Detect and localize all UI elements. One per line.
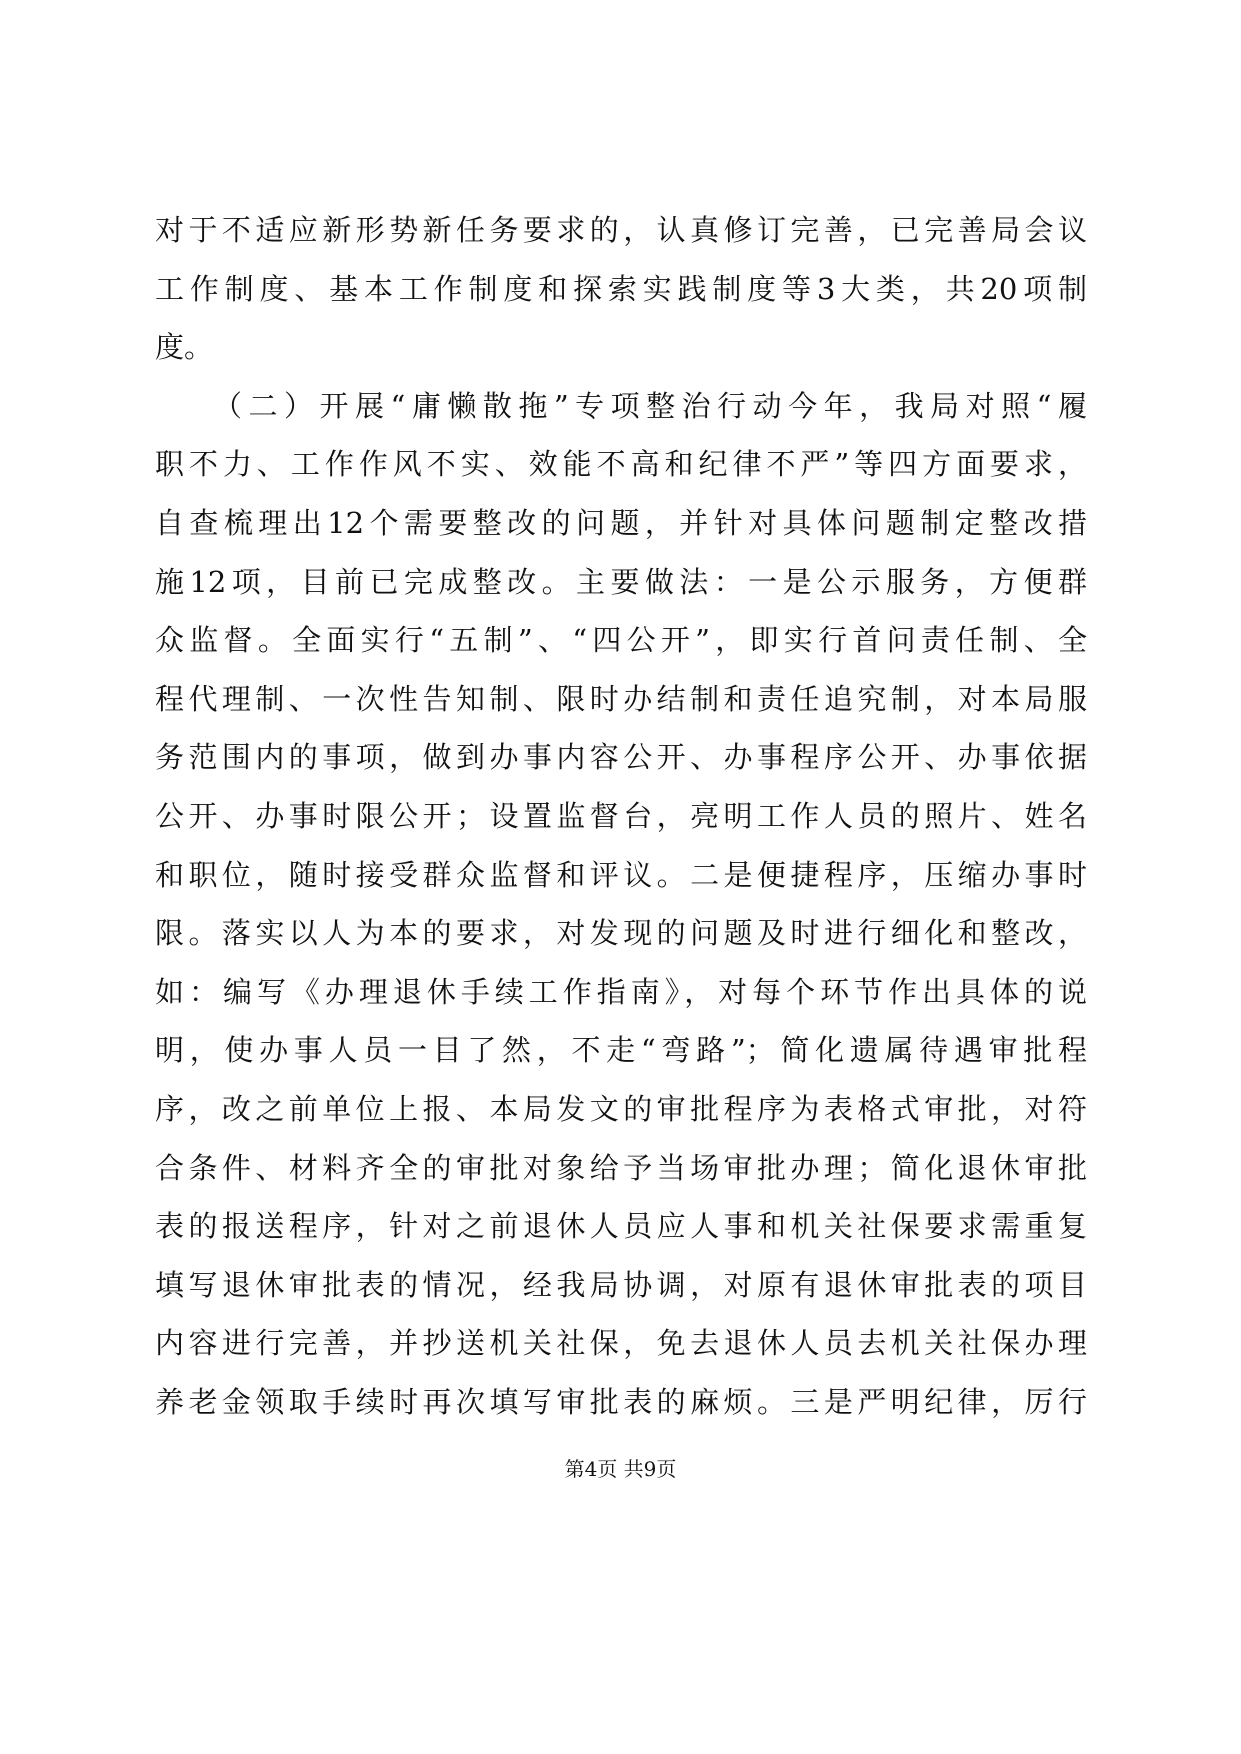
- text-line: 务范围内的事项，做到办事内容公开、办事程序公开、办事依据: [155, 740, 1087, 775]
- text-line: （二）开展“庸懒散拖”专项整治行动今年，我局对照“履: [213, 388, 1087, 423]
- text-line: 程代理制、一次性告知制、限时办结制和责任追究制，对本局服: [155, 681, 1087, 716]
- text-line: 职不力、工作作风不实、效能不高和纪律不严”等四方面要求，: [155, 447, 1087, 482]
- text-line: 表的报送程序，针对之前退休人员应人事和机关社保要求需重复: [155, 1209, 1087, 1244]
- text-line: 明，使办事人员一目了然，不走“弯路”；简化遗属待遇审批程: [155, 1033, 1087, 1068]
- text-line: 填写退休审批表的情况，经我局协调，对原有退休审批表的项目: [155, 1267, 1087, 1302]
- text-line: 自查梳理出12个需要整改的问题，并针对具体问题制定整改措: [155, 505, 1087, 540]
- text-line: 序，改之前单位上报、本局发文的审批程序为表格式审批，对符: [155, 1091, 1087, 1126]
- text-line: 内容进行完善，并抄送机关社保，免去退休人员去机关社保办理: [155, 1326, 1087, 1361]
- text-line: 养老金领取手续时再次填写审批表的麻烦。三是严明纪律，厉行: [155, 1384, 1087, 1419]
- text-line: 施12项，目前已完成整改。主要做法：一是公示服务，方便群: [155, 564, 1087, 599]
- text-line: 如：编写《办理退休手续工作指南》，对每个环节作出具体的说: [155, 974, 1087, 1009]
- text-line: 公开、办事时限公开；设置监督台，亮明工作人员的照片、姓名: [155, 798, 1087, 833]
- text-line: 合条件、材料齐全的审批对象给予当场审批办理；简化退休审批: [155, 1150, 1087, 1185]
- text-line: 限。落实以人为本的要求，对发现的问题及时进行细化和整改，: [155, 916, 1087, 951]
- text-line: 众监督。全面实行“五制”、“四公开”，即实行首问责任制、全: [155, 623, 1087, 658]
- text-line: 度。: [155, 330, 214, 365]
- text-line: 工作制度、基本工作制度和探索实践制度等3大类，共20项制: [155, 271, 1087, 306]
- text-line: 和职位，随时接受群众监督和评议。二是便捷程序，压缩办事时: [155, 857, 1087, 892]
- text-line: 对于不适应新形势新任务要求的，认真修订完善，已完善局会议: [155, 213, 1087, 247]
- page-footer: 第4页 共9页: [564, 1457, 677, 1481]
- document-body: [155, 201, 1087, 1431]
